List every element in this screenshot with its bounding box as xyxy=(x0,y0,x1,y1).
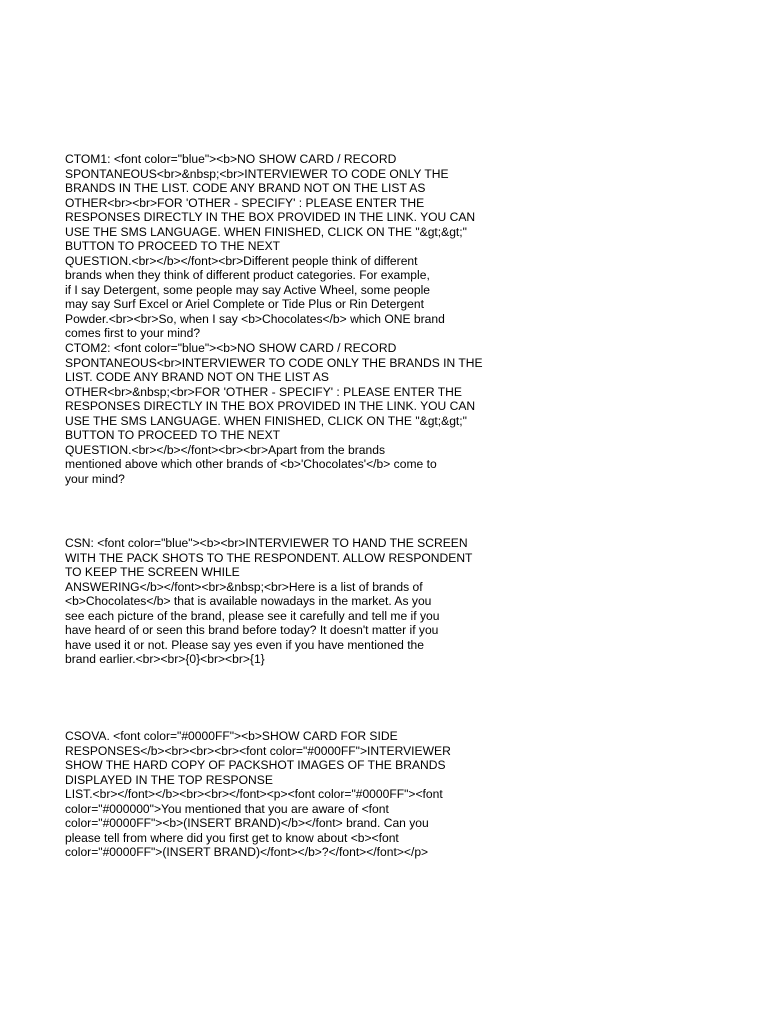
text-line: see each picture of the brand, please see it carefully and tell me if you xyxy=(65,608,440,623)
text-line: SPONTANEOUS<br>&nbsp;<br>INTERVIEWER TO CODE ONLY THE xyxy=(65,166,449,181)
text-line: TO KEEP THE SCREEN WHILE xyxy=(65,565,240,579)
text-line: BUTTON TO PROCEED TO THE NEXT xyxy=(65,428,281,442)
text-line: your mind? xyxy=(65,471,125,486)
text-line: OTHER<br><br>FOR 'OTHER - SPECIFY' : PLEASE ENTER THE xyxy=(65,195,425,210)
text-line: have heard of or seen this brand before today? It doesn't matter if you xyxy=(65,623,439,637)
text-line: USE THE SMS LANGUAGE. WHEN FINISHED, CLICK ON THE "&gt;&gt;" xyxy=(65,224,467,239)
text-line: DISPLAYED IN THE TOP RESPONSE xyxy=(65,772,273,787)
question-csn-text xyxy=(65,536,473,667)
question-ctom2-text xyxy=(65,341,483,486)
text-line: LIST.<br></font></b><br><br></font><p><font color="#0000FF"><font xyxy=(65,787,443,801)
text-line: have used it or not. Please say yes even if you have mentioned the xyxy=(65,637,425,652)
text-line: please tell from where did you first get to know about <b><font xyxy=(65,830,399,845)
text-line: RESPONSES DIRECTLY IN THE BOX PROVIDED IN THE LINK. YOU CAN xyxy=(65,399,476,413)
text-line: CTOM2: <font color="blue"><b>NO SHOW CARD / RECORD xyxy=(65,341,397,355)
text-line: WITH THE PACK SHOTS TO THE RESPONDENT. ALLOW RESPONDENT xyxy=(65,550,473,565)
text-line: may say Surf Excel or Ariel Complete or Tide Plus or Rin Detergent xyxy=(65,297,424,311)
question-ctom1-text xyxy=(65,152,476,341)
question-csova-text xyxy=(65,729,465,860)
text-line: BRANDS IN THE LIST. CODE ANY BRAND NOT ON THE LIST AS xyxy=(65,181,426,195)
text-line: comes first to your mind? xyxy=(65,326,201,340)
text-line: CSOVA. <font color="#0000FF"><b>SHOW CARD FOR SIDE xyxy=(65,729,398,743)
text-line: QUESTION.<br></b></font><br>Different people think of different xyxy=(65,253,418,268)
text-line: brand earlier.<br><br>{0}<br><br>{1} xyxy=(65,652,265,666)
text-line: ANSWERING</b></font><br>&nbsp;<br>Here is a list of brands of xyxy=(65,579,423,594)
text-line: color="#0000FF"><b>(INSERT BRAND)</b></font> brand. Can you xyxy=(65,816,429,830)
text-line: SPONTANEOUS<br>INTERVIEWER TO CODE ONLY THE BRANDS IN THE xyxy=(65,355,483,370)
text-line: color="#000000">You mentioned that you are aware of <font xyxy=(65,801,389,816)
text-line: <b>Chocolates</b> that is available nowadays in the market. As you xyxy=(65,594,432,608)
text-line: LIST. CODE ANY BRAND NOT ON THE LIST AS xyxy=(65,370,329,384)
text-line: mentioned above which other brands of <b>'Chocolates'</b> come to xyxy=(65,457,437,471)
text-line: SHOW THE HARD COPY OF PACKSHOT IMAGES OF THE BRANDS xyxy=(65,758,446,772)
text-line: USE THE SMS LANGUAGE. WHEN FINISHED, CLICK ON THE "&gt;&gt;" xyxy=(65,413,467,428)
text-line: QUESTION.<br></b></font><br><br>Apart from the brands xyxy=(65,442,385,457)
text-line: OTHER<br>&nbsp;<br>FOR 'OTHER - SPECIFY' : PLEASE ENTER THE xyxy=(65,384,462,399)
text-line: brands when they think of different product categories. For example, xyxy=(65,268,430,282)
text-line: CSN: <font color="blue"><b><br>INTERVIEWER TO HAND THE SCREEN xyxy=(65,536,468,550)
text-line: Powder.<br><br>So, when I say <b>Chocolates</b> which ONE brand xyxy=(65,311,445,326)
text-line: CTOM1: <font color="blue"><b>NO SHOW CARD / RECORD xyxy=(65,152,397,166)
text-line: BUTTON TO PROCEED TO THE NEXT xyxy=(65,239,281,253)
text-line: RESPONSES</b><br><br><br><font color="#0000FF">INTERVIEWER xyxy=(65,743,451,758)
text-line: RESPONSES DIRECTLY IN THE BOX PROVIDED IN THE LINK. YOU CAN xyxy=(65,210,476,224)
text-line: if I say Detergent, some people may say Active Wheel, some people xyxy=(65,282,431,297)
text-line: color="#0000FF">(INSERT BRAND)</font></b>?</font></font></p> xyxy=(65,845,429,859)
